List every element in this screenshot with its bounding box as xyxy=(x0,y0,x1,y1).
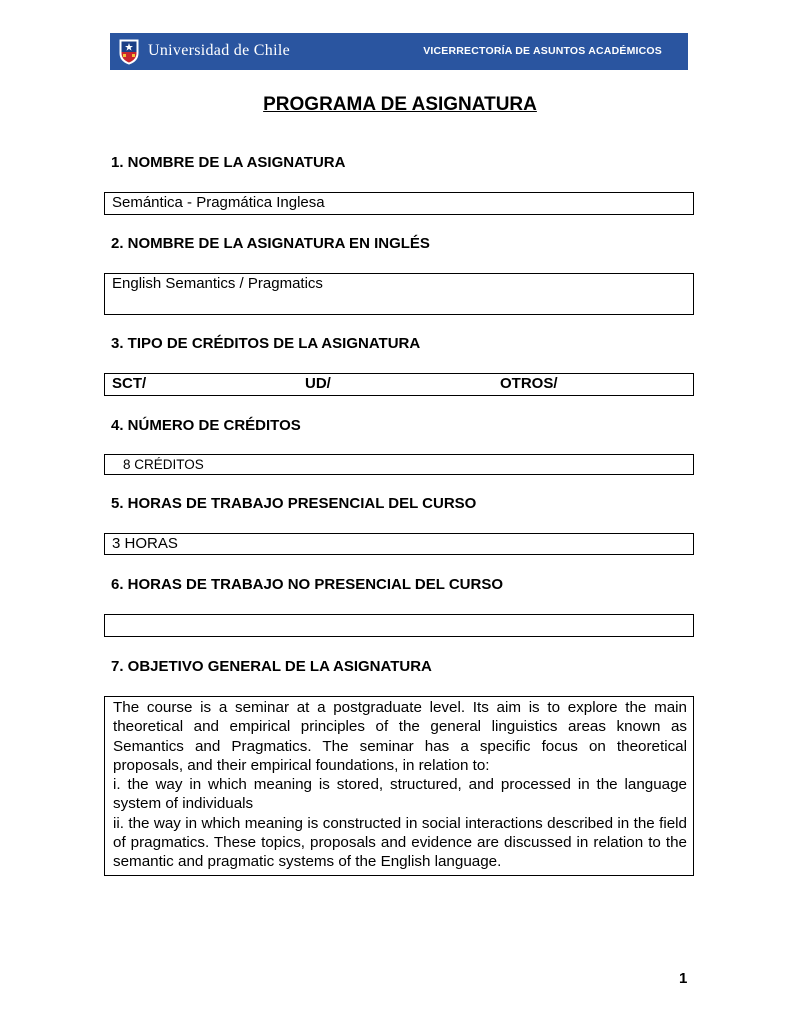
credit-type-ud: UD/ xyxy=(305,375,331,392)
section-6-heading: 6. HORAS DE TRABAJO NO PRESENCIAL DEL CURSO xyxy=(111,576,503,593)
course-name-box xyxy=(104,192,694,215)
page-number: 1 xyxy=(679,970,688,987)
section-3-heading: 3. TIPO DE CRÉDITOS DE LA ASIGNATURA xyxy=(111,335,421,352)
university-seal-icon xyxy=(118,37,140,65)
section-7-heading: 7. OBJETIVO GENERAL DE LA ASIGNATURA xyxy=(111,658,432,675)
section-4-heading: 4. NÚMERO DE CRÉDITOS xyxy=(111,417,301,434)
course-name-value: Semántica - Pragmática Inglesa xyxy=(112,194,325,211)
non-presencial-hours-box xyxy=(104,614,694,637)
credit-type-box xyxy=(104,373,694,396)
general-objective-box xyxy=(104,696,694,876)
objective-item-ii: ii. the way in which meaning is constructed in social interactions described in the field of pragmatics. These topics, proposals and evidence are discussed in relation to the semantic and pragmatic systems of the English language. xyxy=(113,814,687,871)
header-banner xyxy=(110,33,688,70)
objective-item-i: i. the way in which meaning is stored, structured, and processed in the language system of individuals xyxy=(113,776,687,813)
section-5-heading: 5. HORAS DE TRABAJO PRESENCIAL DEL CURSO xyxy=(111,495,477,512)
credit-count-value: 8 CRÉDITOS xyxy=(123,457,204,472)
course-name-english-box xyxy=(104,273,694,315)
section-1-heading: 1. NOMBRE DE LA ASIGNATURA xyxy=(111,154,346,171)
section-2-heading: 2. NOMBRE DE LA ASIGNATURA EN INGLÉS xyxy=(111,235,430,252)
credit-type-sct: SCT/ xyxy=(112,375,147,392)
presencial-hours-value: 3 HORAS xyxy=(112,535,178,552)
office-name: VICERRECTORÍA DE ASUNTOS ACADÉMICOS xyxy=(423,45,662,57)
university-name: Universidad de Chile xyxy=(148,42,290,59)
presencial-hours-box xyxy=(104,533,694,555)
objective-paragraph-1: The course is a seminar at a postgraduate level. Its aim is to explore the main theoretical and empirical principles of the general linguistics areas known as Semantics and Pragmatics. The seminar has a specific focus on theoretical proposals, and their empirical foundations, in relation to: xyxy=(113,699,687,774)
credit-type-otros: OTROS/ xyxy=(500,375,558,392)
credit-count-box xyxy=(104,454,694,475)
course-name-english-value: English Semantics / Pragmatics xyxy=(112,275,323,292)
page-title: PROGRAMA DE ASIGNATURA xyxy=(263,94,537,115)
